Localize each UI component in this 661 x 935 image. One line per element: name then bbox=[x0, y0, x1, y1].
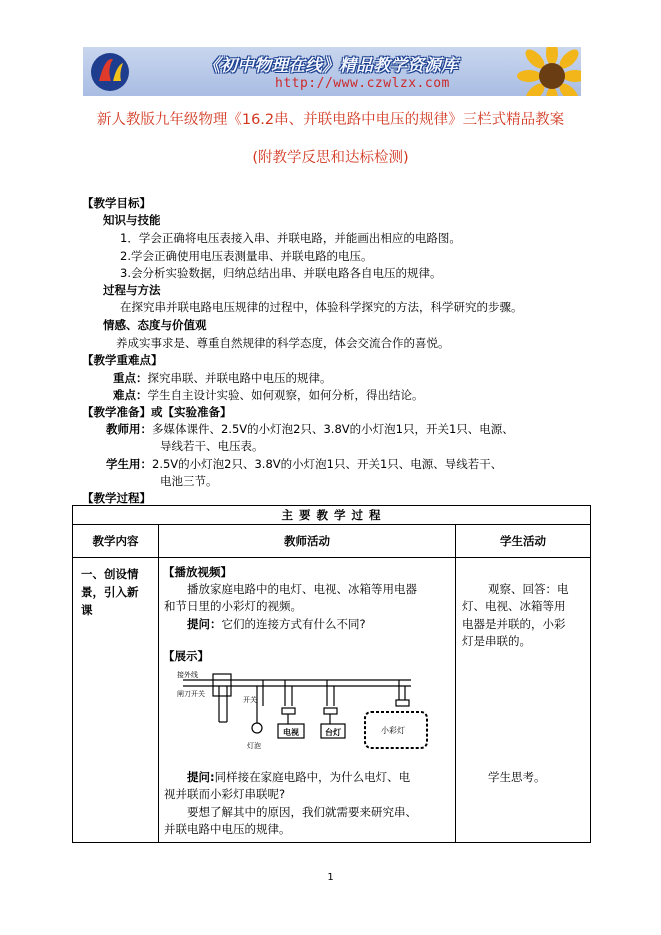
teacher-materials-line-1: 多媒体课件、2.5V的小灯泡2只、3.8V的小灯泡1只，开关1只、电源、 bbox=[152, 422, 514, 436]
preparation-heading-b: 【实验准备】 bbox=[162, 405, 232, 419]
key-points-heading: 【教学重难点】 bbox=[82, 353, 163, 367]
student-materials-line-2: 电池三节。 bbox=[160, 474, 218, 488]
diagram-lamp-label: 灯泡 bbox=[247, 742, 261, 750]
student-line-1: 观察、回答：电 bbox=[488, 582, 569, 596]
video-line-2: 和节日里的小彩灯的视频。 bbox=[164, 599, 302, 613]
student-line-3: 电器是并联的，小彩 bbox=[462, 617, 566, 631]
teacher-materials-line-2: 导线若干、电压表。 bbox=[160, 439, 264, 453]
attitude-text: 养成实事求是、尊重自然规律的科学态度，体会交流合作的喜悦。 bbox=[116, 336, 450, 350]
goals-heading: 【教学目标】 bbox=[82, 196, 151, 210]
diagram-switch-label: 开关 bbox=[243, 696, 257, 704]
ask2-label: 提问: bbox=[187, 770, 215, 784]
video-heading: 【播放视频】 bbox=[163, 565, 232, 579]
column-header-student: 学生活动 bbox=[456, 525, 591, 558]
process-method-heading: 过程与方法 bbox=[103, 283, 161, 297]
student-materials-label: 学生用： bbox=[106, 457, 152, 471]
diagram-string-lights-label: 小彩灯 bbox=[381, 726, 405, 735]
knowledge-item-2: 2.学会正确使用电压表测量串、并联电路的电压。 bbox=[120, 249, 373, 263]
student-think: 学生思考。 bbox=[488, 770, 546, 784]
teaching-process-table bbox=[72, 505, 591, 843]
table-title: 主 要 教 学 过 程 bbox=[73, 506, 591, 525]
sunflower-icon bbox=[517, 47, 581, 96]
header-banner bbox=[83, 47, 581, 96]
difficulty-label: 难点： bbox=[113, 388, 148, 402]
video-line-1: 播放家庭电路中的电灯、电视、冰箱等用电器 bbox=[187, 582, 417, 596]
ask1-text: 它们的连接方式有什么不同? bbox=[221, 617, 366, 631]
banner-title: 《初中物理在线》精品教学资源库 bbox=[203, 56, 458, 76]
content-line-1: 一、创设情 bbox=[81, 567, 139, 581]
diagram-desk-lamp-label: 台灯 bbox=[325, 728, 341, 737]
difficulty-text: 学生自主设计实验、如何观察，如何分析，得出结论。 bbox=[147, 388, 424, 402]
ask1-label: 提问： bbox=[187, 617, 222, 631]
content-line-3: 课 bbox=[81, 603, 93, 617]
ask2-line-2: 视并联而小彩灯串联呢? bbox=[164, 787, 286, 801]
diagram-tv-label: 电视 bbox=[283, 728, 299, 737]
table-row bbox=[73, 558, 591, 843]
attitude-heading: 情感、态度与价值观 bbox=[103, 318, 207, 332]
student-line-4: 灯是串联的。 bbox=[462, 634, 531, 648]
banner-url[interactable]: http://www.czwlzx.com bbox=[275, 76, 450, 91]
process-heading: 【教学过程】 bbox=[82, 491, 151, 505]
ask2-line-1: 同样接在家庭电路中，为什么电灯、电 bbox=[214, 770, 411, 784]
focus-text: 探究串联、并联电路中电压的规律。 bbox=[147, 371, 332, 385]
teacher-materials-label: 教师用： bbox=[106, 422, 152, 436]
column-header-content: 教学内容 bbox=[73, 525, 159, 558]
preparation-heading-a: 【教学准备】 bbox=[82, 405, 151, 419]
diagram-knife-switch-label: 闸刀开关 bbox=[177, 690, 205, 698]
household-circuit-diagram bbox=[175, 666, 435, 758]
site-logo-icon bbox=[89, 51, 131, 93]
focus-label: 重点： bbox=[113, 371, 148, 385]
knowledge-heading: 知识与技能 bbox=[103, 213, 161, 227]
intro-line-1: 要想了解其中的原因，我们就需要来研究串、 bbox=[187, 805, 417, 819]
preparation-heading-or: 或 bbox=[151, 405, 163, 419]
knowledge-item-1: 1．学会正确将电压表接入串、并联电路，并能画出相应的电路图。 bbox=[120, 231, 461, 245]
column-header-teacher: 教师活动 bbox=[159, 525, 456, 558]
show-heading: 【展示】 bbox=[163, 649, 209, 663]
document-title: 新人教版九年级物理《16.2串、并联电路中电压的规律》三栏式精品教案 bbox=[96, 112, 565, 128]
process-method-text: 在探究串并联电路电压规律的过程中，体验科学探究的方法，科学研究的步骤。 bbox=[120, 300, 523, 314]
document-subtitle: (附教学反思和达标检测) bbox=[252, 150, 409, 166]
content-line-2: 景，引入新 bbox=[81, 585, 139, 599]
row-teacher-cell bbox=[159, 558, 456, 843]
intro-line-2: 并联电路中电压的规律。 bbox=[164, 822, 291, 836]
page-number: 1 bbox=[327, 872, 334, 883]
row-content-cell bbox=[73, 558, 159, 843]
student-materials-line-1: 2.5V的小灯泡2只、3.8V的小灯泡1只、开关1只、电源、导线若干、 bbox=[152, 457, 503, 471]
row-student-cell bbox=[456, 558, 591, 843]
knowledge-item-3: 3.会分析实验数据，归纳总结出串、并联电路各自电压的规律。 bbox=[120, 266, 442, 280]
student-line-2: 灯、电视、冰箱等用 bbox=[462, 599, 566, 613]
diagram-wire-label: 接外线 bbox=[177, 671, 198, 679]
